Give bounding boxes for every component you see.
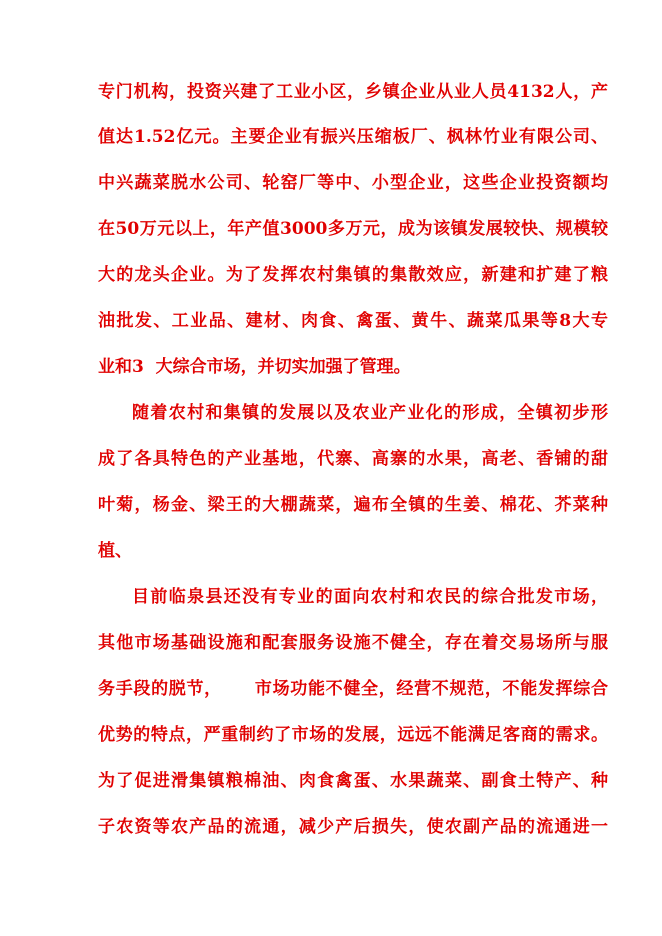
text-line-2: 值达1.52亿元。主要企业有振兴压缩板厂、枫林竹业有限公司、 xyxy=(98,127,608,147)
text-line-9: 成了各具特色的产业基地，代寨、高寨的水果，高老、香铺的甜 xyxy=(98,449,608,469)
text-line-7: 业和3 大综合市场，并切实加强了管理。 xyxy=(98,357,411,377)
text-line-1: 专门机构，投资兴建了工业小区，乡镇企业从业人员4132人，产 xyxy=(98,82,608,102)
text-line-5: 大的龙头企业。为了发挥农村集镇的集散效应，新建和扩建了粮 xyxy=(98,265,608,285)
paragraph-2-first-line: 随着农村和集镇的发展以及农业产业化的形成，全镇初步形 xyxy=(132,403,608,423)
text-line-16: 为了促进滑集镇粮棉油、肉食禽蛋、水果蔬菜、副食土特产、种 xyxy=(98,771,608,791)
text-line-13: 其他市场基础设施和配套服务设施不健全，存在着交易场所与服 xyxy=(98,633,608,653)
text-line-4: 在50万元以上，年产值3000多万元，成为该镇发展较快、规模较 xyxy=(98,219,608,239)
text-line-11: 植、 xyxy=(98,541,132,561)
text-line-14: 务手段的脱节， 市场功能不健全，经营不规范，不能发挥综合 xyxy=(98,679,608,699)
text-line-17: 子农资等农产品的流通，减少产后损失，使农副产品的流通进一 xyxy=(98,817,608,837)
text-line-6: 油批发、工业品、建材、肉食、禽蛋、黄牛、蔬菜瓜果等8大专 xyxy=(98,311,608,331)
text-line-15: 优势的特点，严重制约了市场的发展，远远不能满足客商的需求。 xyxy=(98,725,608,745)
text-line-3: 中兴蔬菜脱水公司、轮窑厂等中、小型企业，这些企业投资额均 xyxy=(98,173,608,193)
text-line-10: 叶菊，杨金、梁王的大棚蔬菜，遍布全镇的生姜、棉花、芥菜种 xyxy=(98,495,608,515)
paragraph-3-first-line: 目前临泉县还没有专业的面向农村和农民的综合批发市场， xyxy=(132,587,608,607)
